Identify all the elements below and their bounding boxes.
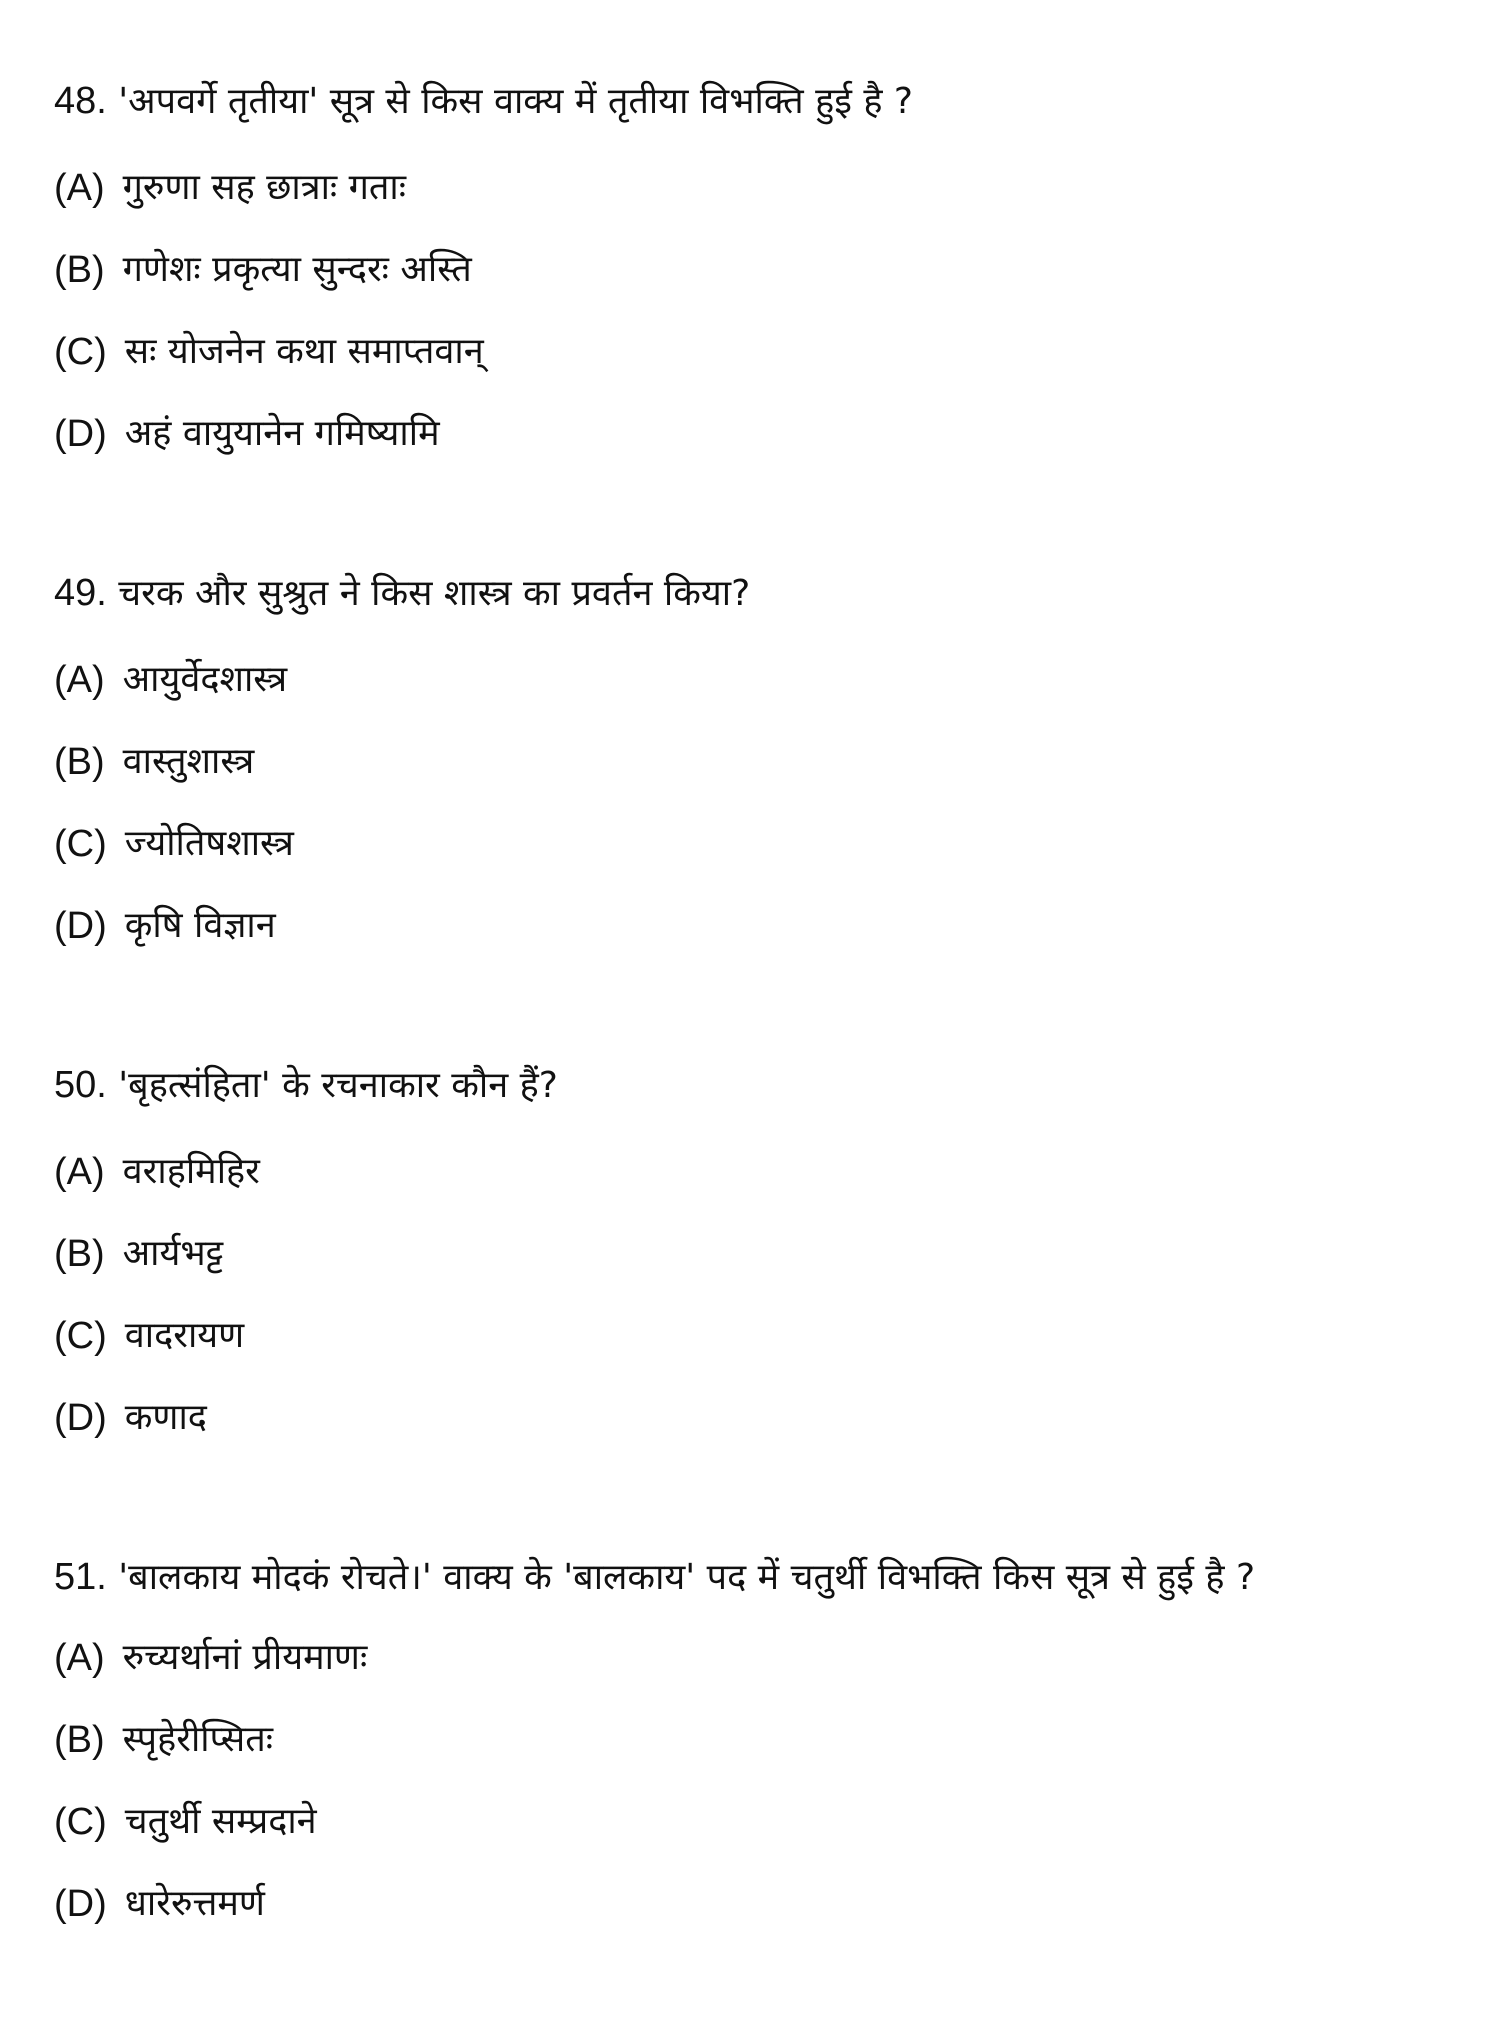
option-text: रुच्यर्थानां प्रीयमाणः <box>122 1637 368 1678</box>
question-body: 'बृहत्संहिता' के रचनाकार कौन हैं? <box>118 1065 558 1106</box>
option-a <box>54 1131 1454 1213</box>
option-letter: (B) <box>54 1719 105 1761</box>
option-d <box>54 1863 1454 1945</box>
question-number: 51. <box>54 1556 107 1598</box>
option-text: आर्यभट्ट <box>122 1233 224 1274</box>
option-letter: (B) <box>54 741 105 783</box>
option-b <box>54 1213 1454 1295</box>
option-c <box>54 1295 1454 1377</box>
option-d <box>54 885 1454 967</box>
option-text: स्पृहेरीप्सितः <box>122 1719 274 1760</box>
question-text <box>54 68 1454 135</box>
question-number: 49. <box>54 572 107 614</box>
question-text <box>54 560 1454 627</box>
option-letter: (A) <box>54 167 105 209</box>
option-c <box>54 311 1454 393</box>
option-b <box>54 1699 1454 1781</box>
option-text: आयुर्वेदशास्त्र <box>122 659 288 700</box>
question-body: 'बालकाय मोदकं रोचते।' वाक्य के 'बालकाय' पद में चतुर्थी विभक्ति किस सूत्र से हुई है ? <box>118 1557 1256 1598</box>
option-letter: (C) <box>54 823 107 865</box>
option-text: कणाद <box>124 1397 207 1438</box>
question-51 <box>54 1544 1454 1945</box>
option-text: वास्तुशास्त्र <box>122 741 255 782</box>
option-a <box>54 639 1454 721</box>
question-49 <box>54 560 1454 967</box>
question-48 <box>54 68 1454 475</box>
option-letter: (C) <box>54 1315 107 1357</box>
option-b <box>54 229 1454 311</box>
option-text: सः योजनेन कथा समाप्तवान् <box>124 331 484 372</box>
option-text: गुरुणा सह छात्राः गताः <box>122 167 406 208</box>
option-letter: (B) <box>54 1233 105 1275</box>
option-text: ज्योतिषशास्त्र <box>124 823 294 864</box>
options-list <box>54 1131 1454 1459</box>
option-letter: (D) <box>54 1883 107 1925</box>
question-text <box>54 1052 1454 1119</box>
question-body: चरक और सुश्रुत ने किस शास्त्र का प्रवर्तन किया? <box>118 573 751 614</box>
option-letter: (C) <box>54 1801 107 1843</box>
option-d <box>54 1377 1454 1459</box>
option-letter: (A) <box>54 1151 105 1193</box>
option-text: चतुर्थी सम्प्रदाने <box>124 1801 317 1842</box>
options-list <box>54 639 1454 967</box>
option-letter: (D) <box>54 905 107 947</box>
option-letter: (A) <box>54 659 105 701</box>
option-text: धारेरुत्तमर्ण <box>124 1883 265 1924</box>
option-text: कृषि विज्ञान <box>124 905 276 946</box>
option-c <box>54 803 1454 885</box>
question-number: 48. <box>54 80 107 122</box>
options-list <box>54 1617 1454 1945</box>
question-text <box>54 1544 1454 1611</box>
option-letter: (C) <box>54 331 107 373</box>
question-number: 50. <box>54 1064 107 1106</box>
option-text: वराहमिहिर <box>122 1151 260 1192</box>
option-a <box>54 1617 1454 1699</box>
option-letter: (A) <box>54 1637 105 1679</box>
option-d <box>54 393 1454 475</box>
option-letter: (B) <box>54 249 105 291</box>
option-text: गणेशः प्रकृत्या सुन्दरः अस्ति <box>122 249 472 290</box>
option-b <box>54 721 1454 803</box>
options-list <box>54 147 1454 475</box>
option-letter: (D) <box>54 1397 107 1439</box>
question-50 <box>54 1052 1454 1459</box>
option-c <box>54 1781 1454 1863</box>
question-body: 'अपवर्गे तृतीया' सूत्र से किस वाक्य में तृतीया विभक्ति हुई है ? <box>118 81 913 122</box>
option-text: वादरायण <box>124 1315 245 1356</box>
option-letter: (D) <box>54 413 107 455</box>
option-a <box>54 147 1454 229</box>
option-text: अहं वायुयानेन गमिष्यामि <box>124 413 440 454</box>
